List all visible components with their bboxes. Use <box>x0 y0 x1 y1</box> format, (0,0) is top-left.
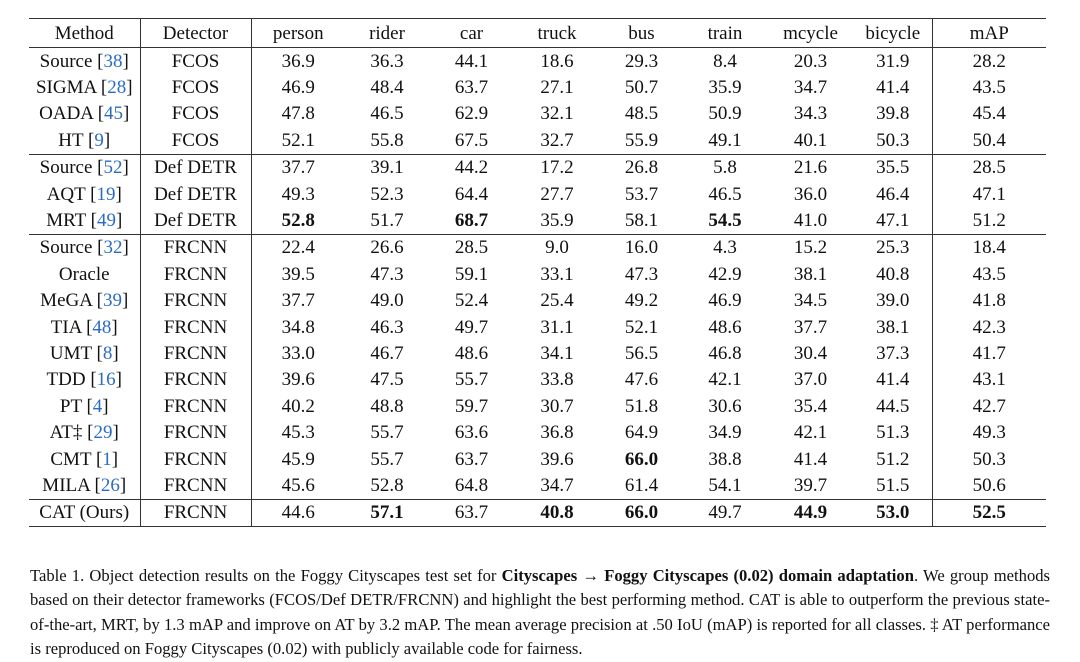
value-cell: 21.6 <box>767 154 854 181</box>
value-cell: 33.8 <box>540 369 574 391</box>
value-cell: 34.5 <box>793 290 828 312</box>
value-cell: 46.4 <box>854 181 932 207</box>
value-cell: 37.3 <box>854 340 932 366</box>
citation-link[interactable]: 28 <box>107 77 127 99</box>
value-cell: 46.8 <box>708 342 742 364</box>
value-cell: 46.5 <box>370 103 404 125</box>
table-row <box>29 419 1046 445</box>
value-cell: 51.7 <box>370 210 404 232</box>
value-cell: 51.2 <box>854 446 932 472</box>
value-cell: 34.7 <box>540 474 574 496</box>
method-cell: UMT [8] <box>29 340 140 366</box>
value-cell: 38.1 <box>793 263 828 285</box>
method-name: UMT <box>49 342 92 364</box>
value-cell: 53.7 <box>624 183 659 205</box>
citation-link[interactable]: 48 <box>92 316 112 338</box>
value-cell: 55.8 <box>370 129 404 151</box>
table-row <box>29 393 1046 419</box>
value-cell: 64.4 <box>454 183 489 205</box>
value-cell: 47.3 <box>370 263 404 285</box>
citation-link[interactable]: 32 <box>103 237 123 259</box>
method-cell: PT [4] <box>29 393 140 419</box>
map-cell: 47.1 <box>972 183 1006 205</box>
table-caption <box>30 564 1050 662</box>
method-name: TDD <box>46 369 86 391</box>
detector-cell: Def DETR <box>140 154 251 181</box>
value-cell: 59.7 <box>454 395 489 417</box>
value-cell: 44.5 <box>854 393 932 419</box>
value-cell: 52.8 <box>281 210 315 232</box>
map-cell: 41.7 <box>972 342 1006 364</box>
value-cell: 41.0 <box>793 210 828 232</box>
value-cell: 61.4 <box>624 474 659 496</box>
detector-cell: FRCNN <box>140 446 251 472</box>
value-cell: 63.7 <box>429 499 514 526</box>
value-cell: 39.7 <box>793 474 828 496</box>
value-cell: 31.9 <box>854 48 932 75</box>
value-cell: 5.8 <box>683 154 767 181</box>
value-cell: 9.0 <box>514 234 600 261</box>
value-cell: 51.8 <box>624 395 659 417</box>
value-cell: 45.3 <box>281 422 315 444</box>
value-cell: 66.0 <box>624 448 659 470</box>
value-cell: 36.8 <box>540 422 574 444</box>
map-cell: 42.3 <box>972 316 1006 338</box>
value-cell: 34.7 <box>793 77 828 99</box>
method-cell: TDD [16] <box>29 367 140 393</box>
method-name: Source <box>39 157 93 179</box>
value-cell: 44.1 <box>454 50 489 72</box>
method-name: CMT <box>50 448 92 470</box>
detector-cell: FCOS <box>140 127 251 154</box>
value-cell: 45.6 <box>281 474 315 496</box>
value-cell: 30.4 <box>793 342 828 364</box>
method-name: MeGA <box>40 290 92 312</box>
table-body <box>29 48 1046 527</box>
value-cell: 49.1 <box>708 129 742 151</box>
detector-cell: FCOS <box>140 48 251 75</box>
value-cell: 52.1 <box>281 129 315 151</box>
map-cell: 28.5 <box>932 154 1046 181</box>
column-header: car <box>459 22 484 44</box>
table-row <box>29 101 1046 127</box>
detector-cell: FRCNN <box>140 499 251 526</box>
value-cell: 40.2 <box>281 395 315 417</box>
value-cell: 50.7 <box>624 77 659 99</box>
value-cell: 37.7 <box>281 290 315 312</box>
method-cell: Source [38] <box>29 48 140 75</box>
map-cell: 43.1 <box>972 369 1006 391</box>
value-cell: 32.7 <box>540 129 574 151</box>
method-cell: MRT [49] <box>29 207 140 234</box>
value-cell: 54.1 <box>708 474 742 496</box>
method-name: MILA <box>42 474 90 496</box>
value-cell: 18.6 <box>540 50 574 72</box>
table-row <box>29 74 1046 100</box>
map-cell: 50.6 <box>972 474 1006 496</box>
value-cell: 35.9 <box>708 77 742 99</box>
method-cell: TIA [48] <box>29 314 140 340</box>
value-cell: 28.5 <box>429 234 514 261</box>
column-header: train <box>707 22 743 44</box>
value-cell: 48.4 <box>370 77 404 99</box>
method-name: TIA <box>50 316 82 338</box>
value-cell: 63.7 <box>454 448 489 470</box>
citation-link[interactable]: 38 <box>103 50 123 72</box>
table-row <box>29 472 1046 499</box>
caption-rest: . We group methods based on their detector frameworks (FCOS/Def DETR/FRCNN) and highlight the best performing method. CAT is able to outperform the previous state-of-the-art, MRT, by 1.3 mAP and improve on AT by 3.2 mAP. The mean average precision at .50 IoU (mAP) is reported for all classes. ‡ AT performance is reproduced on Foggy Cityscapes (0.02) with publicly available code for fairness. <box>30 565 1050 659</box>
detector-cell: FRCNN <box>140 472 251 499</box>
value-cell: 39.8 <box>854 101 932 127</box>
value-cell: 48.6 <box>454 342 489 364</box>
value-cell: 68.7 <box>454 210 489 232</box>
column-header: person <box>272 22 324 44</box>
value-cell: 29.3 <box>624 50 659 72</box>
map-cell: 51.2 <box>972 210 1006 232</box>
value-cell: 33.1 <box>540 263 574 285</box>
value-cell: 42.1 <box>708 369 742 391</box>
value-cell: 47.8 <box>281 103 315 125</box>
method-name: Oracle <box>58 263 110 285</box>
map-cell: 50.4 <box>972 129 1006 151</box>
citation-link[interactable]: 1 <box>102 448 112 470</box>
table-row <box>29 234 1046 261</box>
method-cell: MeGA [39] <box>29 288 140 314</box>
detector-cell: FRCNN <box>140 261 251 287</box>
method-cell: AT‡ [29] <box>29 419 140 445</box>
value-cell: 39.6 <box>540 448 574 470</box>
value-cell: 44.2 <box>429 154 514 181</box>
map-cell: 41.8 <box>972 290 1006 312</box>
value-cell: 52.8 <box>370 474 404 496</box>
table-row <box>29 261 1046 287</box>
value-cell: 53.0 <box>854 499 932 526</box>
value-cell: 8.4 <box>713 50 737 72</box>
value-cell: 34.8 <box>281 316 315 338</box>
value-cell: 30.6 <box>708 395 742 417</box>
detector-cell: FRCNN <box>140 367 251 393</box>
citation-link[interactable]: 45 <box>104 103 124 125</box>
column-header: truck <box>537 22 577 44</box>
method-name: Source <box>39 237 93 259</box>
map-cell: 45.4 <box>972 103 1006 125</box>
detector-cell: FRCNN <box>140 314 251 340</box>
value-cell: 40.1 <box>793 129 828 151</box>
map-cell: 42.7 <box>972 395 1006 417</box>
table-row <box>29 154 1046 181</box>
value-cell: 38.1 <box>854 314 932 340</box>
value-cell: 39.5 <box>281 263 315 285</box>
value-cell: 55.7 <box>370 448 404 470</box>
value-cell: 17.2 <box>514 154 600 181</box>
value-cell: 35.4 <box>793 395 828 417</box>
detector-cell: FCOS <box>140 74 251 100</box>
value-cell: 40.8 <box>854 261 932 287</box>
value-cell: 39.6 <box>281 369 315 391</box>
value-cell: 51.5 <box>854 472 932 499</box>
value-cell: 55.7 <box>370 422 404 444</box>
citation-link[interactable]: 4 <box>92 395 103 417</box>
table-row <box>29 207 1046 234</box>
table-row <box>29 367 1046 393</box>
citation-link[interactable]: 39 <box>102 290 122 312</box>
value-cell: 36.9 <box>281 50 315 72</box>
citation-link[interactable]: 26 <box>100 474 120 496</box>
value-cell: 42.1 <box>793 422 828 444</box>
value-cell: 35.9 <box>540 210 574 232</box>
value-cell: 35.5 <box>854 154 932 181</box>
value-cell: 16.0 <box>600 234 683 261</box>
header-row <box>29 19 1046 48</box>
value-cell: 44.6 <box>251 499 345 526</box>
value-cell: 58.1 <box>624 210 659 232</box>
value-cell: 49.7 <box>683 499 767 526</box>
citation-link[interactable]: 9 <box>94 129 104 151</box>
table-row <box>29 499 1046 526</box>
map-cell: 43.5 <box>972 77 1006 99</box>
value-cell: 49.7 <box>454 316 489 338</box>
value-cell: 39.0 <box>854 288 932 314</box>
method-name: MRT <box>46 210 86 232</box>
table-row <box>29 314 1046 340</box>
value-cell: 52.4 <box>454 290 489 312</box>
detector-cell: Def DETR <box>140 181 251 207</box>
value-cell: 25.4 <box>540 290 574 312</box>
value-cell: 39.1 <box>345 154 429 181</box>
value-cell: 25.3 <box>854 234 932 261</box>
table-row <box>29 48 1046 75</box>
value-cell: 36.0 <box>793 183 828 205</box>
value-cell: 47.5 <box>370 369 404 391</box>
value-cell: 59.1 <box>454 263 489 285</box>
value-cell: 66.0 <box>600 499 683 526</box>
value-cell: 63.7 <box>454 77 489 99</box>
value-cell: 49.2 <box>624 290 659 312</box>
value-cell: 42.9 <box>708 263 742 285</box>
method-name: Source <box>39 50 93 72</box>
value-cell: 48.8 <box>370 395 404 417</box>
value-cell: 36.3 <box>370 50 404 72</box>
method-name: OADA <box>39 103 93 125</box>
value-cell: 56.5 <box>624 342 659 364</box>
method-cell <box>29 261 140 287</box>
value-cell: 15.2 <box>767 234 854 261</box>
value-cell: 37.0 <box>793 369 828 391</box>
method-cell: Source [52] <box>29 154 140 181</box>
detector-cell: FRCNN <box>140 288 251 314</box>
value-cell: 38.8 <box>708 448 742 470</box>
column-header: Detector <box>140 19 251 48</box>
detector-cell: FRCNN <box>140 234 251 261</box>
value-cell: 62.9 <box>454 103 489 125</box>
column-header: Method <box>29 19 140 48</box>
map-cell: 49.3 <box>972 422 1006 444</box>
value-cell: 67.5 <box>454 129 489 151</box>
table-row <box>29 446 1046 472</box>
value-cell: 26.6 <box>345 234 429 261</box>
value-cell: 46.9 <box>708 290 742 312</box>
value-cell: 54.5 <box>708 210 742 232</box>
detector-cell: FRCNN <box>140 419 251 445</box>
map-cell: 28.2 <box>972 50 1006 72</box>
citation-link[interactable]: 29 <box>93 422 113 444</box>
value-cell: 41.4 <box>854 74 932 100</box>
method-name: AQT <box>46 183 86 205</box>
value-cell: 52.1 <box>624 316 659 338</box>
map-cell: 50.3 <box>972 448 1006 470</box>
value-cell: 57.1 <box>345 499 429 526</box>
value-cell: 4.3 <box>683 234 767 261</box>
citation-link[interactable]: 8 <box>102 342 113 364</box>
detector-cell: FRCNN <box>140 340 251 366</box>
value-cell: 34.9 <box>708 422 742 444</box>
value-cell: 40.8 <box>514 499 600 526</box>
map-cell: 43.5 <box>972 263 1006 285</box>
method-name: HT <box>58 129 84 151</box>
caption-bold: Cityscapes → Foggy Cityscapes (0.02) domain adaptation <box>501 565 914 585</box>
detector-cell: FRCNN <box>140 393 251 419</box>
method-cell: CMT [1] <box>29 446 140 472</box>
table-row <box>29 127 1046 154</box>
results-table <box>29 18 1046 527</box>
value-cell: 41.4 <box>793 448 828 470</box>
value-cell: 27.7 <box>540 183 574 205</box>
detector-cell: FCOS <box>140 101 251 127</box>
value-cell: 37.7 <box>251 154 345 181</box>
value-cell: 48.6 <box>708 316 742 338</box>
value-cell: 34.3 <box>793 103 828 125</box>
value-cell: 63.6 <box>454 422 489 444</box>
value-cell: 31.1 <box>540 316 574 338</box>
value-cell: 46.9 <box>281 77 315 99</box>
value-cell: 49.3 <box>281 183 315 205</box>
map-cell: 18.4 <box>932 234 1046 261</box>
value-cell: 46.5 <box>708 183 742 205</box>
value-cell: 47.1 <box>854 207 932 234</box>
column-header: mcycle <box>783 22 838 44</box>
column-header: rider <box>369 22 405 44</box>
citation-link[interactable]: 19 <box>96 183 116 205</box>
value-cell: 27.1 <box>540 77 574 99</box>
method-cell: AQT [19] <box>29 181 140 207</box>
value-cell: 46.3 <box>370 316 404 338</box>
value-cell: 55.7 <box>454 369 489 391</box>
value-cell: 48.5 <box>624 103 659 125</box>
value-cell: 50.9 <box>708 103 742 125</box>
value-cell: 47.3 <box>624 263 659 285</box>
method-cell <box>29 499 140 526</box>
value-cell: 33.0 <box>281 342 315 364</box>
column-header: bicycle <box>854 19 932 48</box>
value-cell: 55.9 <box>624 129 659 151</box>
value-cell: 64.8 <box>454 474 489 496</box>
caption-lead: Table 1. Object detection results on the Foggy Cityscapes test set for <box>30 565 502 585</box>
value-cell: 26.8 <box>600 154 683 181</box>
method-name: SIGMA <box>35 77 97 99</box>
value-cell: 45.9 <box>281 448 315 470</box>
value-cell: 22.4 <box>251 234 345 261</box>
table-row <box>29 288 1046 314</box>
column-header: bus <box>628 22 655 44</box>
value-cell: 41.4 <box>854 367 932 393</box>
method-cell: Source [32] <box>29 234 140 261</box>
table-row <box>29 340 1046 366</box>
value-cell: 20.3 <box>793 50 828 72</box>
value-cell: 37.7 <box>793 316 828 338</box>
method-name: PT <box>59 395 82 417</box>
citation-link[interactable]: 52 <box>103 157 123 179</box>
value-cell: 49.0 <box>370 290 404 312</box>
table-row <box>29 181 1046 207</box>
citation-link[interactable]: 16 <box>96 369 116 391</box>
value-cell: 51.3 <box>854 419 932 445</box>
method-cell: HT [9] <box>29 127 140 154</box>
value-cell: 47.6 <box>624 369 659 391</box>
method-name: CAT (Ours) <box>39 502 130 524</box>
value-cell: 30.7 <box>540 395 574 417</box>
value-cell: 50.3 <box>854 127 932 154</box>
method-name: AT‡ <box>49 422 83 444</box>
citation-link[interactable]: 49 <box>96 210 116 232</box>
value-cell: 46.7 <box>370 342 404 364</box>
value-cell: 44.9 <box>767 499 854 526</box>
value-cell: 32.1 <box>540 103 574 125</box>
method-cell: SIGMA [28] <box>29 74 140 100</box>
method-cell: OADA [45] <box>29 101 140 127</box>
value-cell: 64.9 <box>624 422 659 444</box>
map-cell: 52.5 <box>932 499 1046 526</box>
value-cell: 34.1 <box>540 342 574 364</box>
method-cell: MILA [26] <box>29 472 140 499</box>
detector-cell: Def DETR <box>140 207 251 234</box>
column-header: mAP <box>969 22 1009 44</box>
value-cell: 52.3 <box>370 183 404 205</box>
